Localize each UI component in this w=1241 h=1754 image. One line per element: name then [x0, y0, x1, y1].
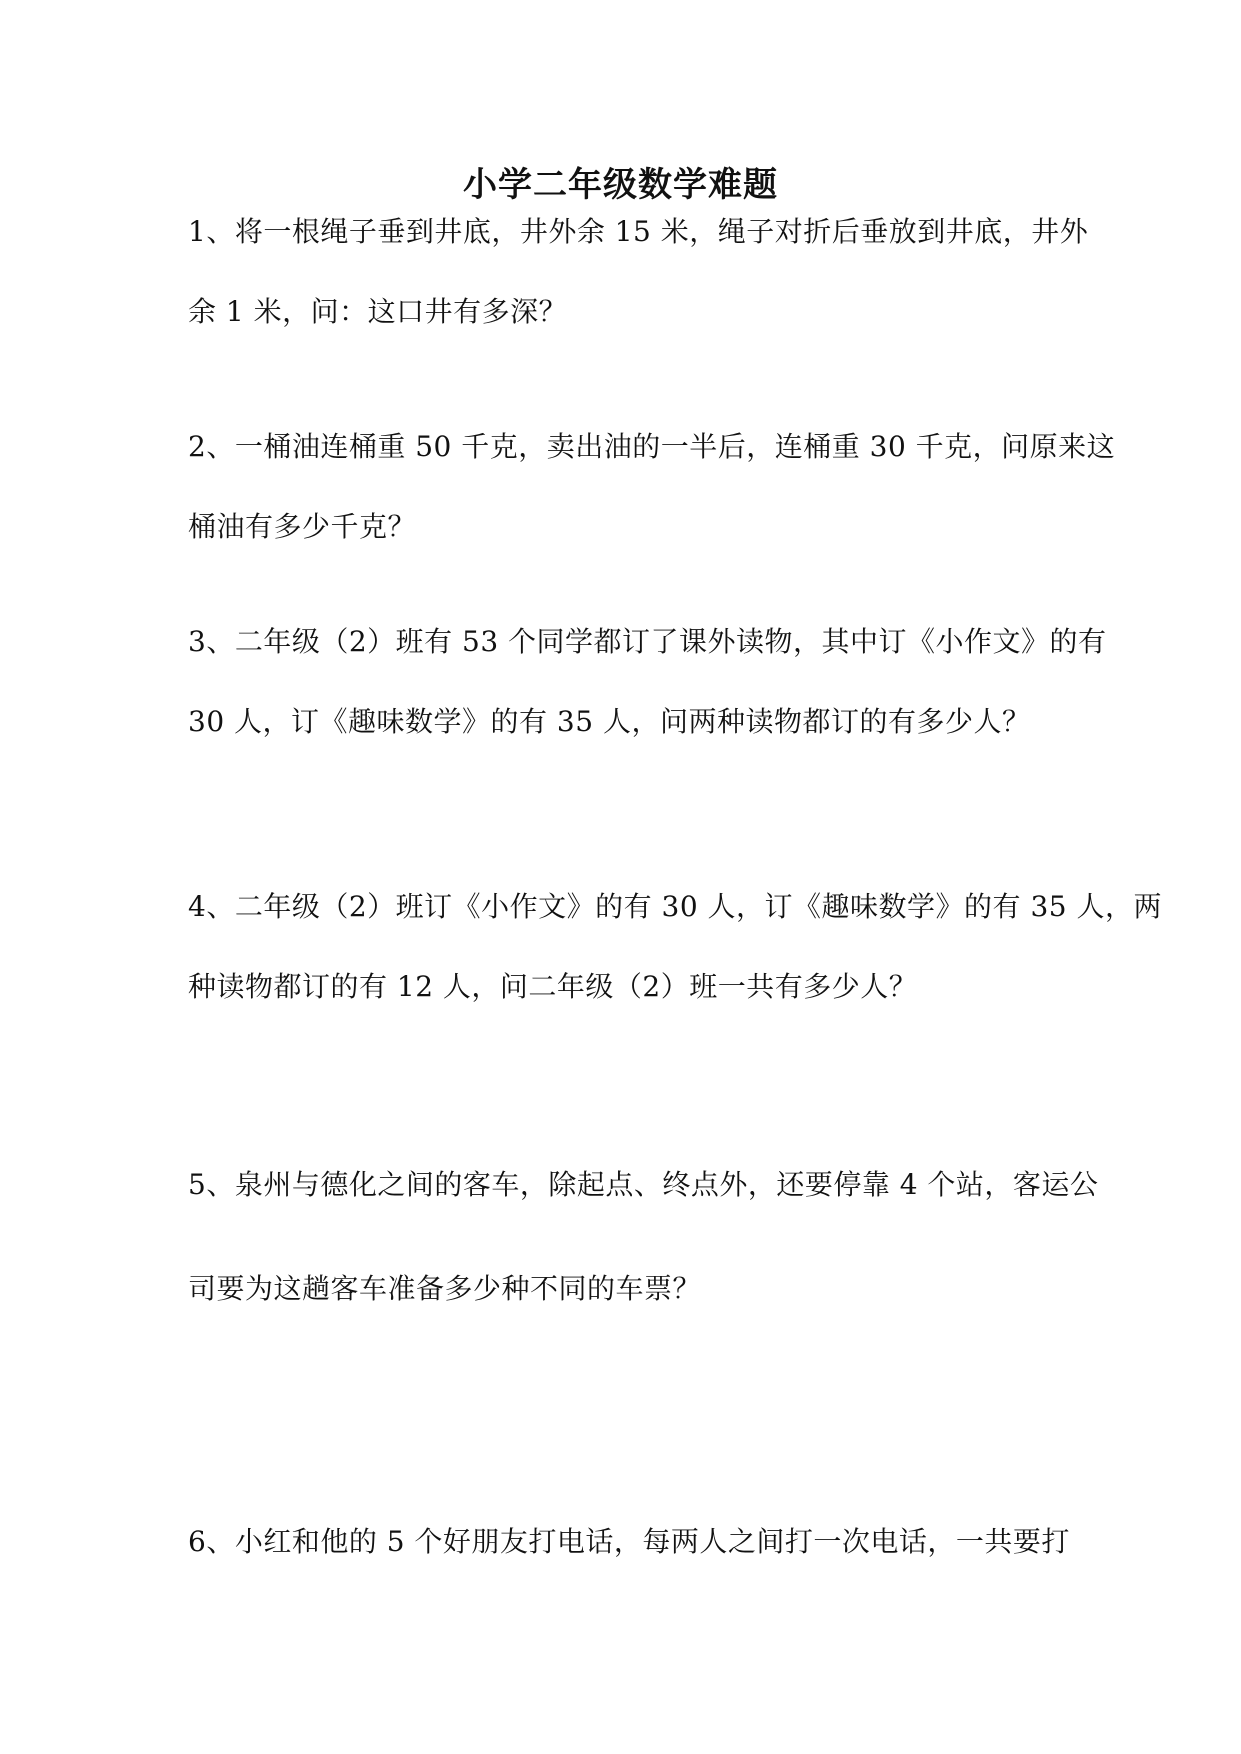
question-3-line-2: 30 人，订《趣味数学》的有 35 人，问两种读物都订的有多少人？ [188, 705, 1031, 738]
document-title: 小学二年级数学难题 [463, 165, 778, 205]
question-2-line-2: 桶油有多少千克？ [188, 510, 417, 543]
question-5-line-2: 司要为这趟客车准备多少种不同的车票？ [188, 1272, 702, 1305]
question-6-line-1: 6、小红和他的 5 个好朋友打电话，每两人之间打一次电话，一共要打 [188, 1525, 1070, 1558]
question-1-line-2: 余 1 米，问：这口井有多深？ [188, 295, 568, 328]
question-1-line-1: 1、将一根绳子垂到井底，井外余 15 米，绳子对折后垂放到井底，井外 [188, 215, 1089, 248]
question-4-line-2: 种读物都订的有 12 人，问二年级（2）班一共有多少人？ [188, 970, 918, 1003]
question-4-line-1: 4、二年级（2）班订《小作文》的有 30 人，订《趣味数学》的有 35 人，两 [188, 890, 1162, 923]
question-2-line-1: 2、一桶油连桶重 50 千克，卖出油的一半后，连桶重 30 千克，问原来这 [188, 430, 1116, 463]
question-5-line-1: 5、泉州与德化之间的客车，除起点、终点外，还要停靠 4 个站，客运公 [188, 1168, 1099, 1201]
question-3-line-1: 3、二年级（2）班有 53 个同学都订了课外读物，其中订《小作文》的有 [188, 625, 1107, 658]
